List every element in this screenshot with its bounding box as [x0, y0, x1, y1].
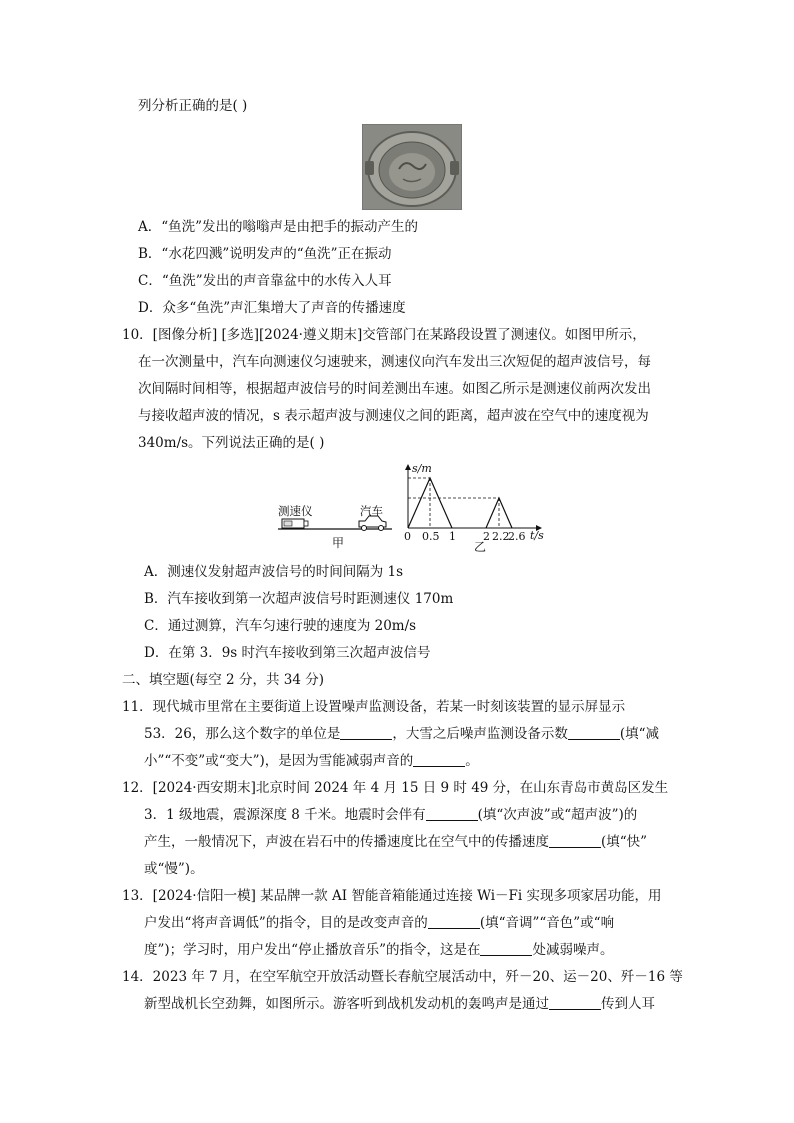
tick-0-5: 0.5	[422, 530, 440, 543]
answer-blank[interactable]	[340, 725, 392, 740]
q11-line-2	[144, 724, 659, 744]
car-label: 汽车	[360, 504, 383, 518]
q14-line-2	[144, 994, 655, 1014]
q10-line-5: 340m/s。下列说法正确的是( )	[138, 435, 325, 451]
y-axis-label: s/m	[412, 462, 432, 475]
tick-2: 2	[483, 530, 490, 543]
fish-basin-photo	[362, 124, 462, 210]
q14-text-b: 传到人耳	[601, 996, 655, 1012]
q10-option-d: D．在第 3．9s 时汽车接收到第三次超声波信号	[144, 645, 431, 661]
q12-text-c: 产生，一般情况下，声波在岩石中的传播速度比在空气中的传播速度	[144, 834, 549, 850]
q13-text-a: 户发出“将声音调低”的指令，目的是改变声音的	[144, 915, 428, 931]
speed-meter-icon	[282, 519, 308, 528]
q10-option-a: A．测速仪发射超声波信号的时间间隔为 1s	[144, 564, 404, 580]
q13-text-b: (填“音调”“音色”或“响	[479, 915, 615, 931]
q11-text-a: 53．26，那么这个数字的单位是	[144, 726, 341, 742]
q12-line-2	[144, 805, 637, 825]
answer-blank[interactable]	[413, 752, 465, 767]
q12-line-3	[144, 832, 647, 852]
q13-text-c: 度”)；学习时，用户发出“停止播放音乐”的指令，这是在	[144, 942, 481, 958]
q10-option-c: C．通过测算，汽车匀速行驶的速度为 20m/s	[144, 618, 417, 634]
q9-option-a: A．“鱼洗”发出的嗡嗡声是由把手的振动产生的	[138, 219, 419, 235]
q10-figure	[274, 462, 544, 554]
q10-option-b: B．汽车接收到第一次超声波信号时距测速仪 170m	[144, 591, 454, 607]
answer-blank[interactable]	[549, 833, 601, 848]
q9-stem-tail: 列分析正确的是( )	[138, 98, 248, 114]
q13-text-d: 处减弱噪声。	[532, 942, 614, 958]
q14-line-1: 14．2023 年 7 月，在空军航空开放活动暨长春航空展活动中，歼－20、运－20、歼－16 等	[122, 969, 683, 985]
q10-line-1: 10．[图像分析] [多选][2024·遵义期末]交管部门在某路段设置了测速仪。如图甲所示，	[122, 327, 646, 343]
q10-line-3: 次间隔时间相等，根据超声波信号的时间差测出车速。如图乙所示是测速仪前两次发出	[138, 381, 651, 397]
q10-line-4: 与接收超声波的情况，s 表示超声波与测速仪之间的距离，超声波在空气中的速度视为	[138, 408, 649, 424]
tick-2-2: 2.2	[492, 530, 510, 543]
q9-option-b: B．“水花四溅”说明发声的“鱼洗”正在振动	[138, 246, 392, 262]
q13-line-2	[144, 913, 614, 933]
fig1-caption: 甲	[332, 536, 345, 550]
answer-blank[interactable]	[480, 941, 532, 956]
q12-text-b: (填“次声波”或“超声波”)的	[477, 807, 638, 823]
q12-text-a: 3．1 级地震，震源深度 8 千米。地震时会伴有	[144, 807, 426, 823]
tick-0: 0	[404, 530, 411, 543]
x-axis-label: t/s	[530, 529, 544, 542]
answer-blank[interactable]	[426, 806, 478, 821]
q12-text-d: (填“快”	[601, 834, 648, 850]
fish-basin-image	[363, 125, 461, 209]
device-label: 测速仪	[278, 504, 313, 518]
q9-option-d: D．众多“鱼洗”声汇集增大了声音的传播速度	[138, 300, 406, 316]
q11-text-d: 小”“不变”或“变大”)，是因为雪能减弱声音的	[144, 753, 414, 769]
q12-line-1: 12．[2024·西安期末]北京时间 2024 年 4 月 15 日 9 时 49 分，在山东青岛市黄岛区发生	[122, 780, 669, 796]
tick-2-6: 2.6	[508, 530, 526, 543]
q11-text-e: 。	[465, 753, 479, 769]
q13-line-1: 13．[2024·信阳一模] 某品牌一款 AI 智能音箱能通过连接 Wi－Fi 实现多项家居功能，用	[122, 888, 662, 904]
q11-line-3	[144, 751, 479, 771]
q13-line-3	[144, 940, 613, 960]
q11-text-b: ，大雪之后噪声监测设备示数	[392, 726, 568, 742]
q11-text-c: (填“减	[619, 726, 660, 742]
answer-blank[interactable]	[428, 914, 480, 929]
answer-blank[interactable]	[568, 725, 620, 740]
q14-text-a: 新型战机长空劲舞，如图所示。游客听到战机发动机的轰鸣声是通过	[144, 996, 549, 1012]
tick-1: 1	[449, 530, 456, 543]
answer-blank[interactable]	[549, 995, 601, 1010]
q9-option-c: C．“鱼洗”发出的声音靠盆中的水传入人耳	[138, 273, 392, 289]
q11-line-1: 11．现代城市里常在主要街道上设置噪声监测设备，若某一时刻该装置的显示屏显示	[122, 699, 626, 715]
section-2-title: 二、填空题(每空 2 分，共 34 分)	[122, 672, 324, 688]
fig2-caption: 乙	[474, 540, 487, 554]
q12-line-4: 或“慢”)。	[144, 861, 204, 877]
q10-line-2: 在一次测量中，汽车向测速仪匀速驶来，测速仪向汽车发出三次短促的超声波信号，每	[138, 354, 651, 370]
